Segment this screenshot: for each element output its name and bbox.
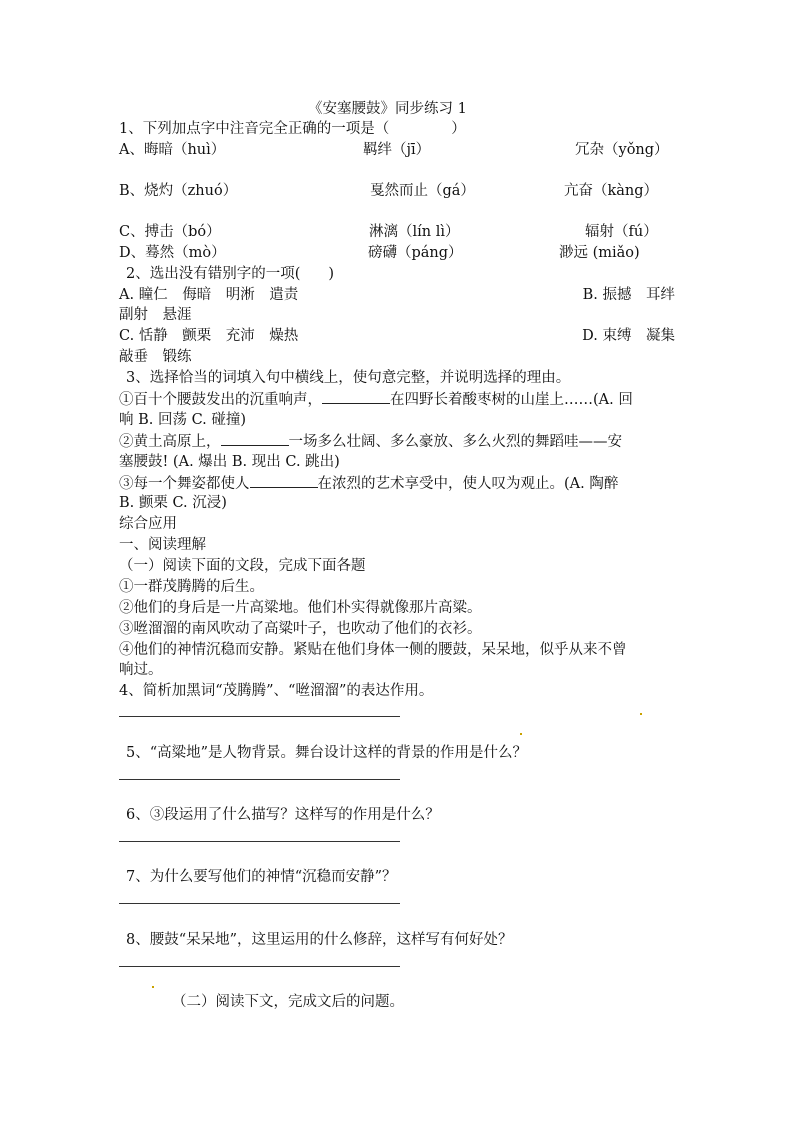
q1-d-1: D、蓦然（mò） <box>119 245 226 261</box>
scan-speck <box>152 986 154 988</box>
question-1-stem: 1、下列加点字中注音完全正确的一项是（ <box>119 121 390 137</box>
q2-row-ab <box>119 285 675 305</box>
q1-b-2: 戛然而止（gá） <box>370 183 475 199</box>
answer-line-4[interactable] <box>119 716 400 717</box>
answer-line-6[interactable] <box>119 841 400 842</box>
q1-a-3: 冗杂（yǒng） <box>575 142 669 158</box>
q1-b-3: 亢奋（kàng） <box>564 183 659 199</box>
question-1 <box>119 119 466 139</box>
q3-blank-2[interactable] <box>221 431 289 446</box>
q3-sentence-1 <box>119 389 633 410</box>
question-5: 5、“高粱地”是人物背景。舞台设计这样的背景的作用是什么？ <box>126 745 528 761</box>
q1-a-1: A、晦暗（huì） <box>119 142 226 158</box>
q2-row-cd <box>119 326 675 346</box>
subsection-2-heading: （二）阅读下文，完成文后的问题。 <box>172 994 404 1010</box>
question-6: 6、③段运用了什么描写？这样写的作用是什么？ <box>126 807 440 823</box>
q3-s2-part-a: ②黄土高原上， <box>119 434 221 450</box>
q1-a-2: 羁绊（jī） <box>363 142 431 158</box>
q3-blank-3[interactable] <box>250 473 318 488</box>
q1-c-1: C、搏击（bó） <box>119 224 221 240</box>
passage-line: ③咝溜溜的南风吹动了高粱叶子，也吹动了他们的衣衫。 <box>119 621 482 637</box>
passage-line: ②他们的身后是一片高粱地。他们朴实得就像那片高粱。 <box>119 600 482 616</box>
q2-option-d: D. 束缚 凝集 <box>582 328 675 344</box>
q1-c-2: 淋漓（lín lì） <box>369 224 460 240</box>
q2-option-c: C. 恬静 颤栗 充沛 燥热 <box>119 328 299 344</box>
passage-line: 响过。 <box>119 662 163 678</box>
q1-b-1: B、烧灼（zhuó） <box>119 183 238 199</box>
question-4: 4、简析加黑词“茂腾腾”、“咝溜溜”的表达作用。 <box>119 683 434 699</box>
question-7: 7、为什么要写他们的神情“沉稳而安静”？ <box>126 869 397 885</box>
scan-speck <box>640 713 642 715</box>
passage-line: ①一群茂腾腾的后生。 <box>119 579 264 595</box>
q3-sentence-3-continued: B. 颤栗 C. 沉浸) <box>119 495 227 511</box>
question-2-stem-end: ) <box>328 266 335 282</box>
q3-sentence-2 <box>119 431 622 452</box>
part-1-heading: 一、阅读理解 <box>119 537 206 553</box>
q3-sentence-3 <box>119 473 618 494</box>
subsection-1-heading: （一）阅读下面的文段，完成下面各题 <box>119 558 366 574</box>
question-1-stem-end: ） <box>451 121 466 137</box>
section-heading: 综合应用 <box>119 516 177 532</box>
q3-s2-part-b: 一场多么壮阔、多么豪放、多么火烈的舞蹈哇——安 <box>288 434 622 450</box>
answer-line-5[interactable] <box>119 779 400 780</box>
question-3: 3、选择恰当的词填入句中横线上，使句意完整，并说明选择的理由。 <box>126 370 571 386</box>
q1-d-2: 磅礴（páng） <box>368 245 463 261</box>
q3-s1-part-a: ①百十个腰鼓发出的沉重响声， <box>119 392 322 408</box>
q3-s3-part-a: ③每一个舞姿都使人 <box>119 476 250 492</box>
answer-line-8[interactable] <box>119 966 400 967</box>
q3-blank-1[interactable] <box>322 389 390 404</box>
q1-d-3: 渺远 (miǎo) <box>559 245 640 261</box>
scan-speck <box>520 733 522 735</box>
q2-option-a: A. 瞳仁 侮暗 明淅 遣责 <box>119 287 299 303</box>
question-2 <box>126 264 334 284</box>
page-title: 《安塞腰鼓》同步练习 1 <box>308 101 467 117</box>
answer-line-7[interactable] <box>119 903 400 904</box>
q2-option-b: B. 振撼 耳绊 <box>582 287 675 303</box>
q3-s1-part-b: 在四野长着酸枣树的山崖上……(A. 回 <box>390 392 633 408</box>
question-2-stem: 2、选出没有错别字的一项( <box>126 266 301 282</box>
q2-option-b-continued: 副射 悬涯 <box>119 307 192 323</box>
q3-s3-part-b: 在浓烈的艺术享受中，使人叹为观止。(A. 陶醉 <box>317 476 619 492</box>
passage-line: ④他们的神情沉稳而安静。紧贴在他们身体一侧的腰鼓，呆呆地，似乎从来不曾 <box>119 642 627 658</box>
question-8: 8、腰鼓“呆呆地”，这里运用的什么修辞，这样写有何好处？ <box>126 932 513 948</box>
q3-sentence-2-continued: 塞腰鼓! (A. 爆出 B. 现出 C. 跳出) <box>119 454 340 470</box>
q1-c-3: 辐射（fú） <box>585 224 658 240</box>
q3-sentence-1-continued: 响 B. 回荡 C. 碰撞) <box>119 412 247 428</box>
q2-option-d-continued: 敲垂 锻练 <box>119 349 192 365</box>
